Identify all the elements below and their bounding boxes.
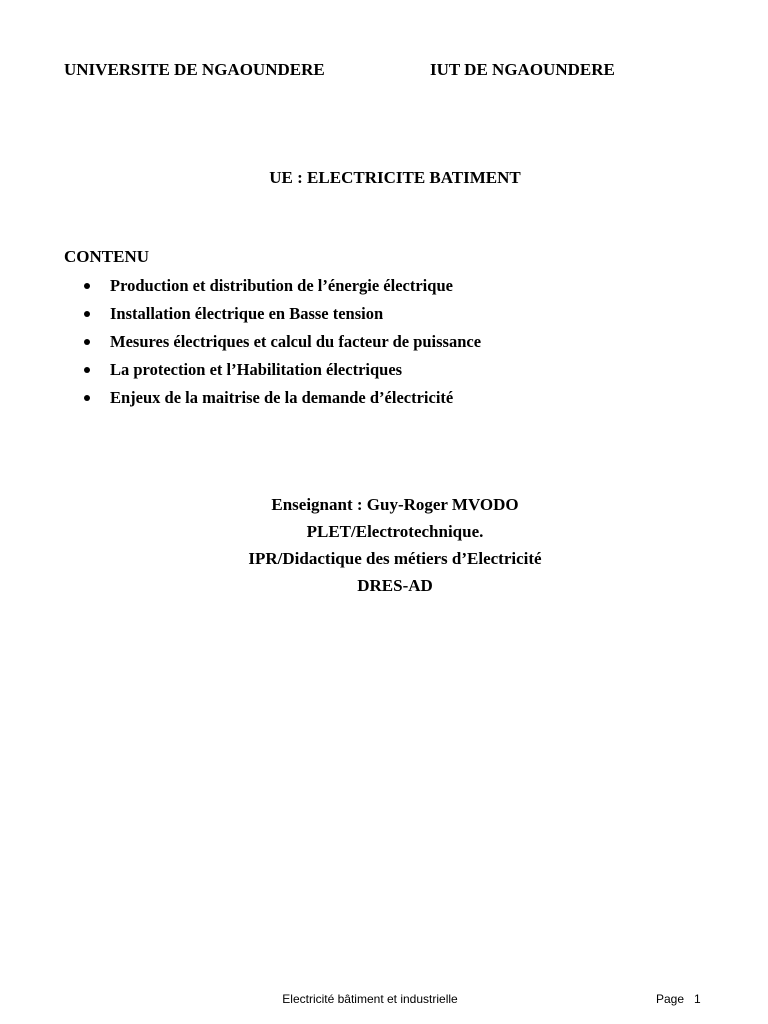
list-item-text: La protection et l’Habilitation électriques — [110, 360, 403, 379]
teacher-grade: PLET/Electrotechnique. — [306, 522, 484, 541]
institute-name: IUT DE NGAOUNDERE — [430, 60, 615, 79]
bullet-icon — [84, 283, 90, 289]
list-item-text: Installation électrique en Basse tension — [110, 304, 384, 323]
contents-heading: CONTENU — [64, 247, 150, 266]
list-item — [84, 331, 744, 359]
bullet-icon — [84, 395, 90, 401]
university-name: UNIVERSITE DE NGAOUNDERE — [64, 60, 325, 79]
bullet-icon — [84, 367, 90, 373]
contents-list — [84, 275, 744, 415]
footer-title: Electricité bâtiment et industrielle — [282, 992, 458, 1006]
list-item — [84, 359, 744, 387]
teacher-info — [0, 493, 768, 601]
page-label: Page — [656, 992, 685, 1006]
list-item — [84, 303, 744, 331]
list-item — [84, 387, 744, 415]
bullet-icon — [84, 311, 90, 317]
teacher-role: IPR/Didactique des métiers d’Electricité — [248, 549, 542, 568]
course-title: UE : ELECTRICITE BATIMENT — [269, 168, 521, 187]
footer-page-number — [656, 992, 701, 1006]
list-item — [84, 275, 744, 303]
list-item-text: Production et distribution de l’énergie électrique — [110, 276, 453, 295]
list-item-text: Enjeux de la maitrise de la demande d’électricité — [110, 388, 454, 407]
bullet-icon — [84, 339, 90, 345]
teacher-name: Enseignant : Guy-Roger MVODO — [271, 495, 519, 514]
page-number: 1 — [694, 992, 701, 1006]
teacher-affiliation: DRES-AD — [357, 576, 433, 595]
list-item-text: Mesures électriques et calcul du facteur de puissance — [110, 332, 482, 351]
